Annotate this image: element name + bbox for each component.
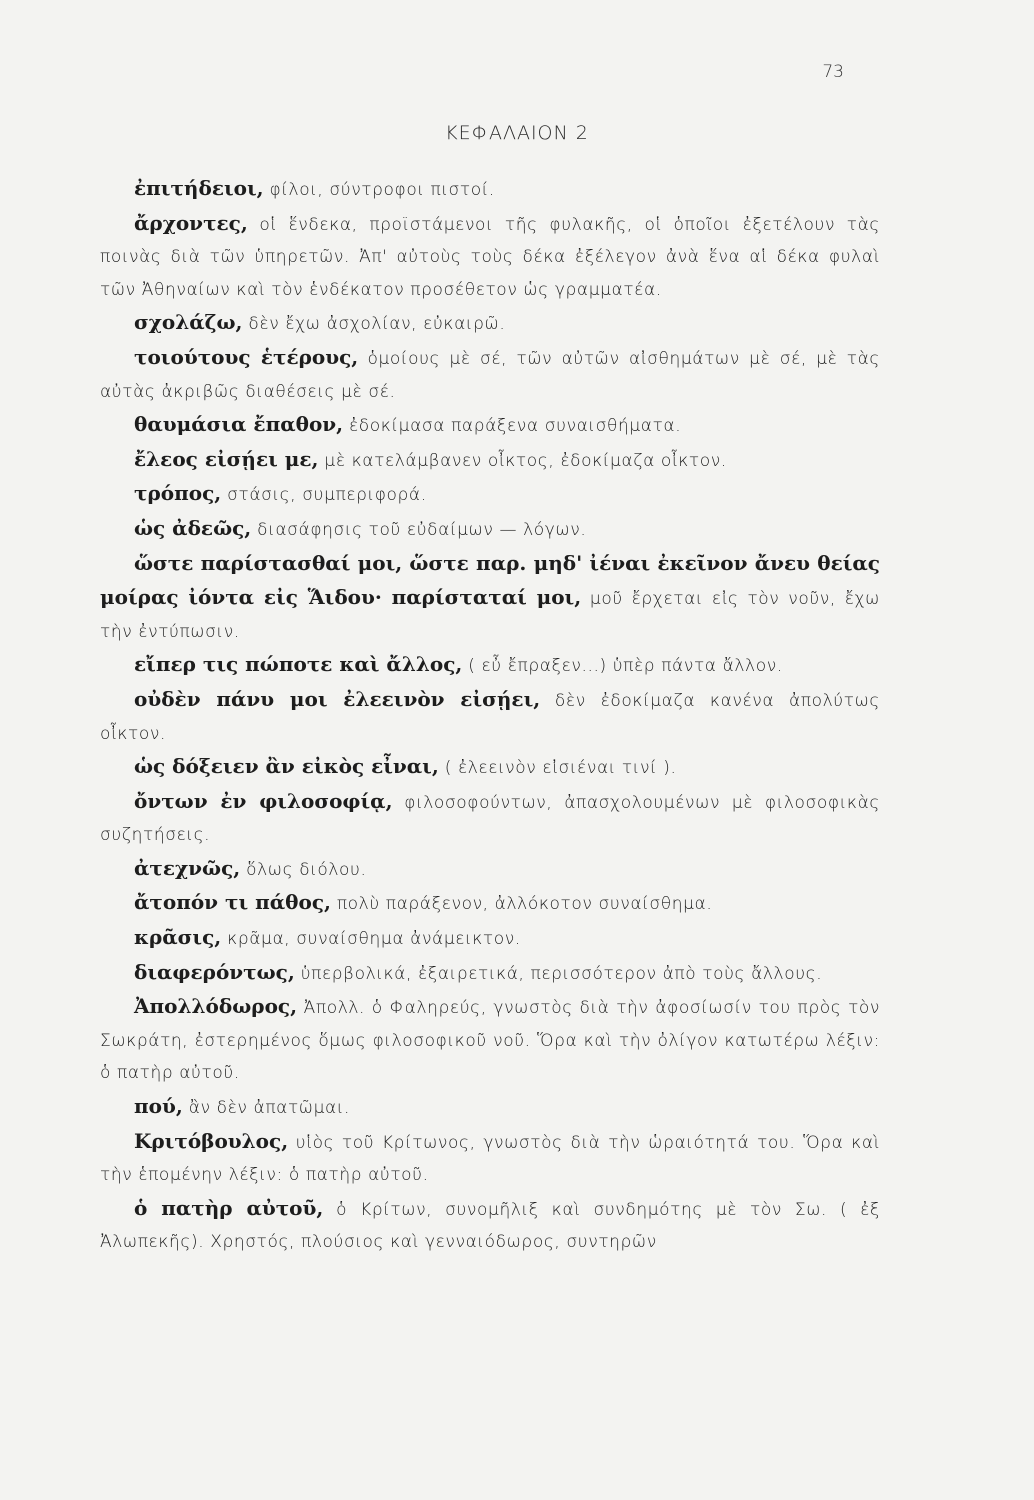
gloss: ὁ Κρίτων, συνομῆλιξ καὶ συνδημότης μὲ τὸν Σω. ( ἐξ Ἀλωπεκῆς). Χρηστός, πλούσιος καὶ γενναιόδωρος, συντηρῶν <box>100 1199 880 1253</box>
gloss: ( ἐλεεινὸν εἰσιέναι τινί ). <box>444 758 677 779</box>
glossary-entry <box>100 785 880 852</box>
lemma: Ἀπολλόδωρος, <box>134 994 298 1019</box>
lemma: ἄτοπόν τι πάθος, <box>134 890 331 915</box>
gloss: ( εὖ ἔπραξεν...) ὑπὲρ πάντα ἄλλον. <box>468 656 783 677</box>
glossary-entry <box>100 547 880 649</box>
lemma: ὄντων ἐν φιλοσοφίᾳ, <box>134 788 393 813</box>
lemma: ἐπιτήδειοι, <box>134 176 264 200</box>
gloss: δὲν ἐδοκίμαζα κανένα ἀπολύτως οἶκτον. <box>100 690 880 744</box>
lemma: ὥστε παρίστασθαί μοι, ὥστε παρ. μηδ' ἰέναι ἐκεῖνον ἄνευ θείας μοίρας ἰόντα εἰς Ἅιδου· παρίσταταί μοι, <box>100 550 880 610</box>
gloss: ὁμοίους μὲ σέ, τῶν αὐτῶν αἰσθημάτων μὲ σέ, μὲ τὰς αὐτὰς ἀκριβῶς διαθέσεις μὲ σέ. <box>100 348 880 402</box>
glossary-entry <box>100 852 880 887</box>
lemma: ὡς δόξειεν ἂν εἰκὸς εἶναι, <box>134 754 439 779</box>
lemma: τοιούτους ἑτέρους, <box>134 344 359 369</box>
lemma: ὡς ἀδεῶς, <box>134 515 252 540</box>
lemma: διαφερόντως, <box>134 959 295 984</box>
lemma: ἀτεχνῶς, <box>134 855 241 880</box>
gloss: μοῦ ἔρχεται εἰς τὸν νοῦν, ἔχω τὴν ἐντύπωσιν. <box>100 589 880 642</box>
glossary-entry <box>100 648 880 683</box>
glossary-entry <box>100 956 880 991</box>
gloss: ἐδοκίμασα παράξενα συναισθήματα. <box>349 416 682 437</box>
lemma: ἔλεος εἰσῄει με, <box>134 446 319 471</box>
lemma: εἴπερ τις πώποτε καὶ ἄλλος, <box>134 652 463 677</box>
lemma: κρᾶσις, <box>134 925 222 950</box>
glossary-entry <box>100 341 880 408</box>
gloss: ὑπερβολικά, ἐξαιρετικά, περισσότερον ἀπὸ τοὺς ἄλλους. <box>300 963 823 984</box>
gloss: ὅλως διόλου. <box>246 859 367 880</box>
gloss: οἱ ἕνδεκα, προϊστάμενοι τῆς φυλακῆς, οἱ ὁποῖοι ἐξετέλουν τὰς ποινὰς διὰ τῶν ὑπηρετῶν. Ἀπ' αὐτοὺς τοὺς δέκα ἐξέλεγον ἀνὰ ἕνα αἱ δέκα φυλαὶ τῶν Ἀθηναίων καὶ τὸν ἑνδέκατον προσέθετον ὡς γραμματέα. <box>100 214 880 300</box>
glossary-entry <box>100 921 880 956</box>
glossary-entry <box>100 1125 880 1192</box>
glossary-entry <box>100 1192 880 1259</box>
lemma: οὐδὲν πάνυ μοι ἐλεεινὸν εἰσῄει, <box>134 686 541 711</box>
glossary-entry <box>100 512 880 547</box>
glossary-entry <box>100 750 880 785</box>
gloss: δὲν ἔχω ἀσχολίαν, εὐκαιρῶ. <box>248 314 506 335</box>
lemma: πού, <box>134 1094 183 1119</box>
glossary-entry <box>100 683 880 750</box>
lemma: ὁ πατὴρ αὐτοῦ, <box>134 1195 324 1220</box>
lemma: τρόπος, <box>134 481 222 506</box>
gloss: κρᾶμα, συναίσθημα ἀνάμεικτον. <box>227 929 521 950</box>
gloss: μὲ κατελάμβανεν οἶκτος, ἐδοκίμαζα οἶκτον. <box>324 450 727 471</box>
glossary-entry <box>100 207 880 307</box>
gloss: υἱὸς τοῦ Κρίτωνος, γνωστὸς διὰ τὴν ὡραιότητά του. Ὅρα καὶ τὴν ἑπομένην λέξιν: ὁ πατὴρ αὐτοῦ. <box>100 1132 880 1186</box>
lemma: σχολάζω, <box>134 310 243 335</box>
glossary-entry <box>100 990 880 1090</box>
glossary-body <box>100 172 880 1259</box>
lemma: ἄρχοντες, <box>134 210 248 235</box>
gloss: πολὺ παράξενον, ἀλλόκοτον συναίσθημα. <box>336 894 713 915</box>
glossary-entry <box>100 408 880 443</box>
page-number: 73 <box>822 62 844 82</box>
glossary-entry <box>100 886 880 921</box>
gloss: ἂν δὲν ἀπατῶμαι. <box>188 1098 351 1119</box>
lemma: θαυμάσια ἔπαθον, <box>134 412 344 437</box>
gloss: φιλοσοφούντων, ἀπασχολουμένων μὲ φιλοσοφικὰς συζητήσεις. <box>100 792 880 846</box>
glossary-entry <box>100 1090 880 1125</box>
gloss: στάσις, συμπεριφορά. <box>227 485 427 506</box>
glossary-entry <box>100 306 880 341</box>
glossary-entry <box>100 477 880 512</box>
gloss: φίλοι, σύντροφοι πιστοί. <box>269 180 495 200</box>
glossary-entry <box>100 443 880 478</box>
glossary-entry <box>100 172 880 207</box>
gloss: διασάφησις τοῦ εὐδαίμων — λόγων. <box>257 519 587 540</box>
lemma: Κριτόβουλος, <box>134 1128 289 1153</box>
chapter-heading: ΚΕΦΑΛΑΙΟΝ 2 <box>445 122 589 144</box>
gloss: Ἀπολλ. ὁ Φαληρεύς, γνωστὸς διὰ τὴν ἀφοσίωσίν του πρὸς τὸν Σωκράτη, ἐστερημένος ὅμως φιλοσοφικοῦ νοῦ. Ὅρα καὶ τὴν ὀλίγον κατωτέρω λέξιν: ὁ πατὴρ αὐτοῦ. <box>100 998 880 1084</box>
